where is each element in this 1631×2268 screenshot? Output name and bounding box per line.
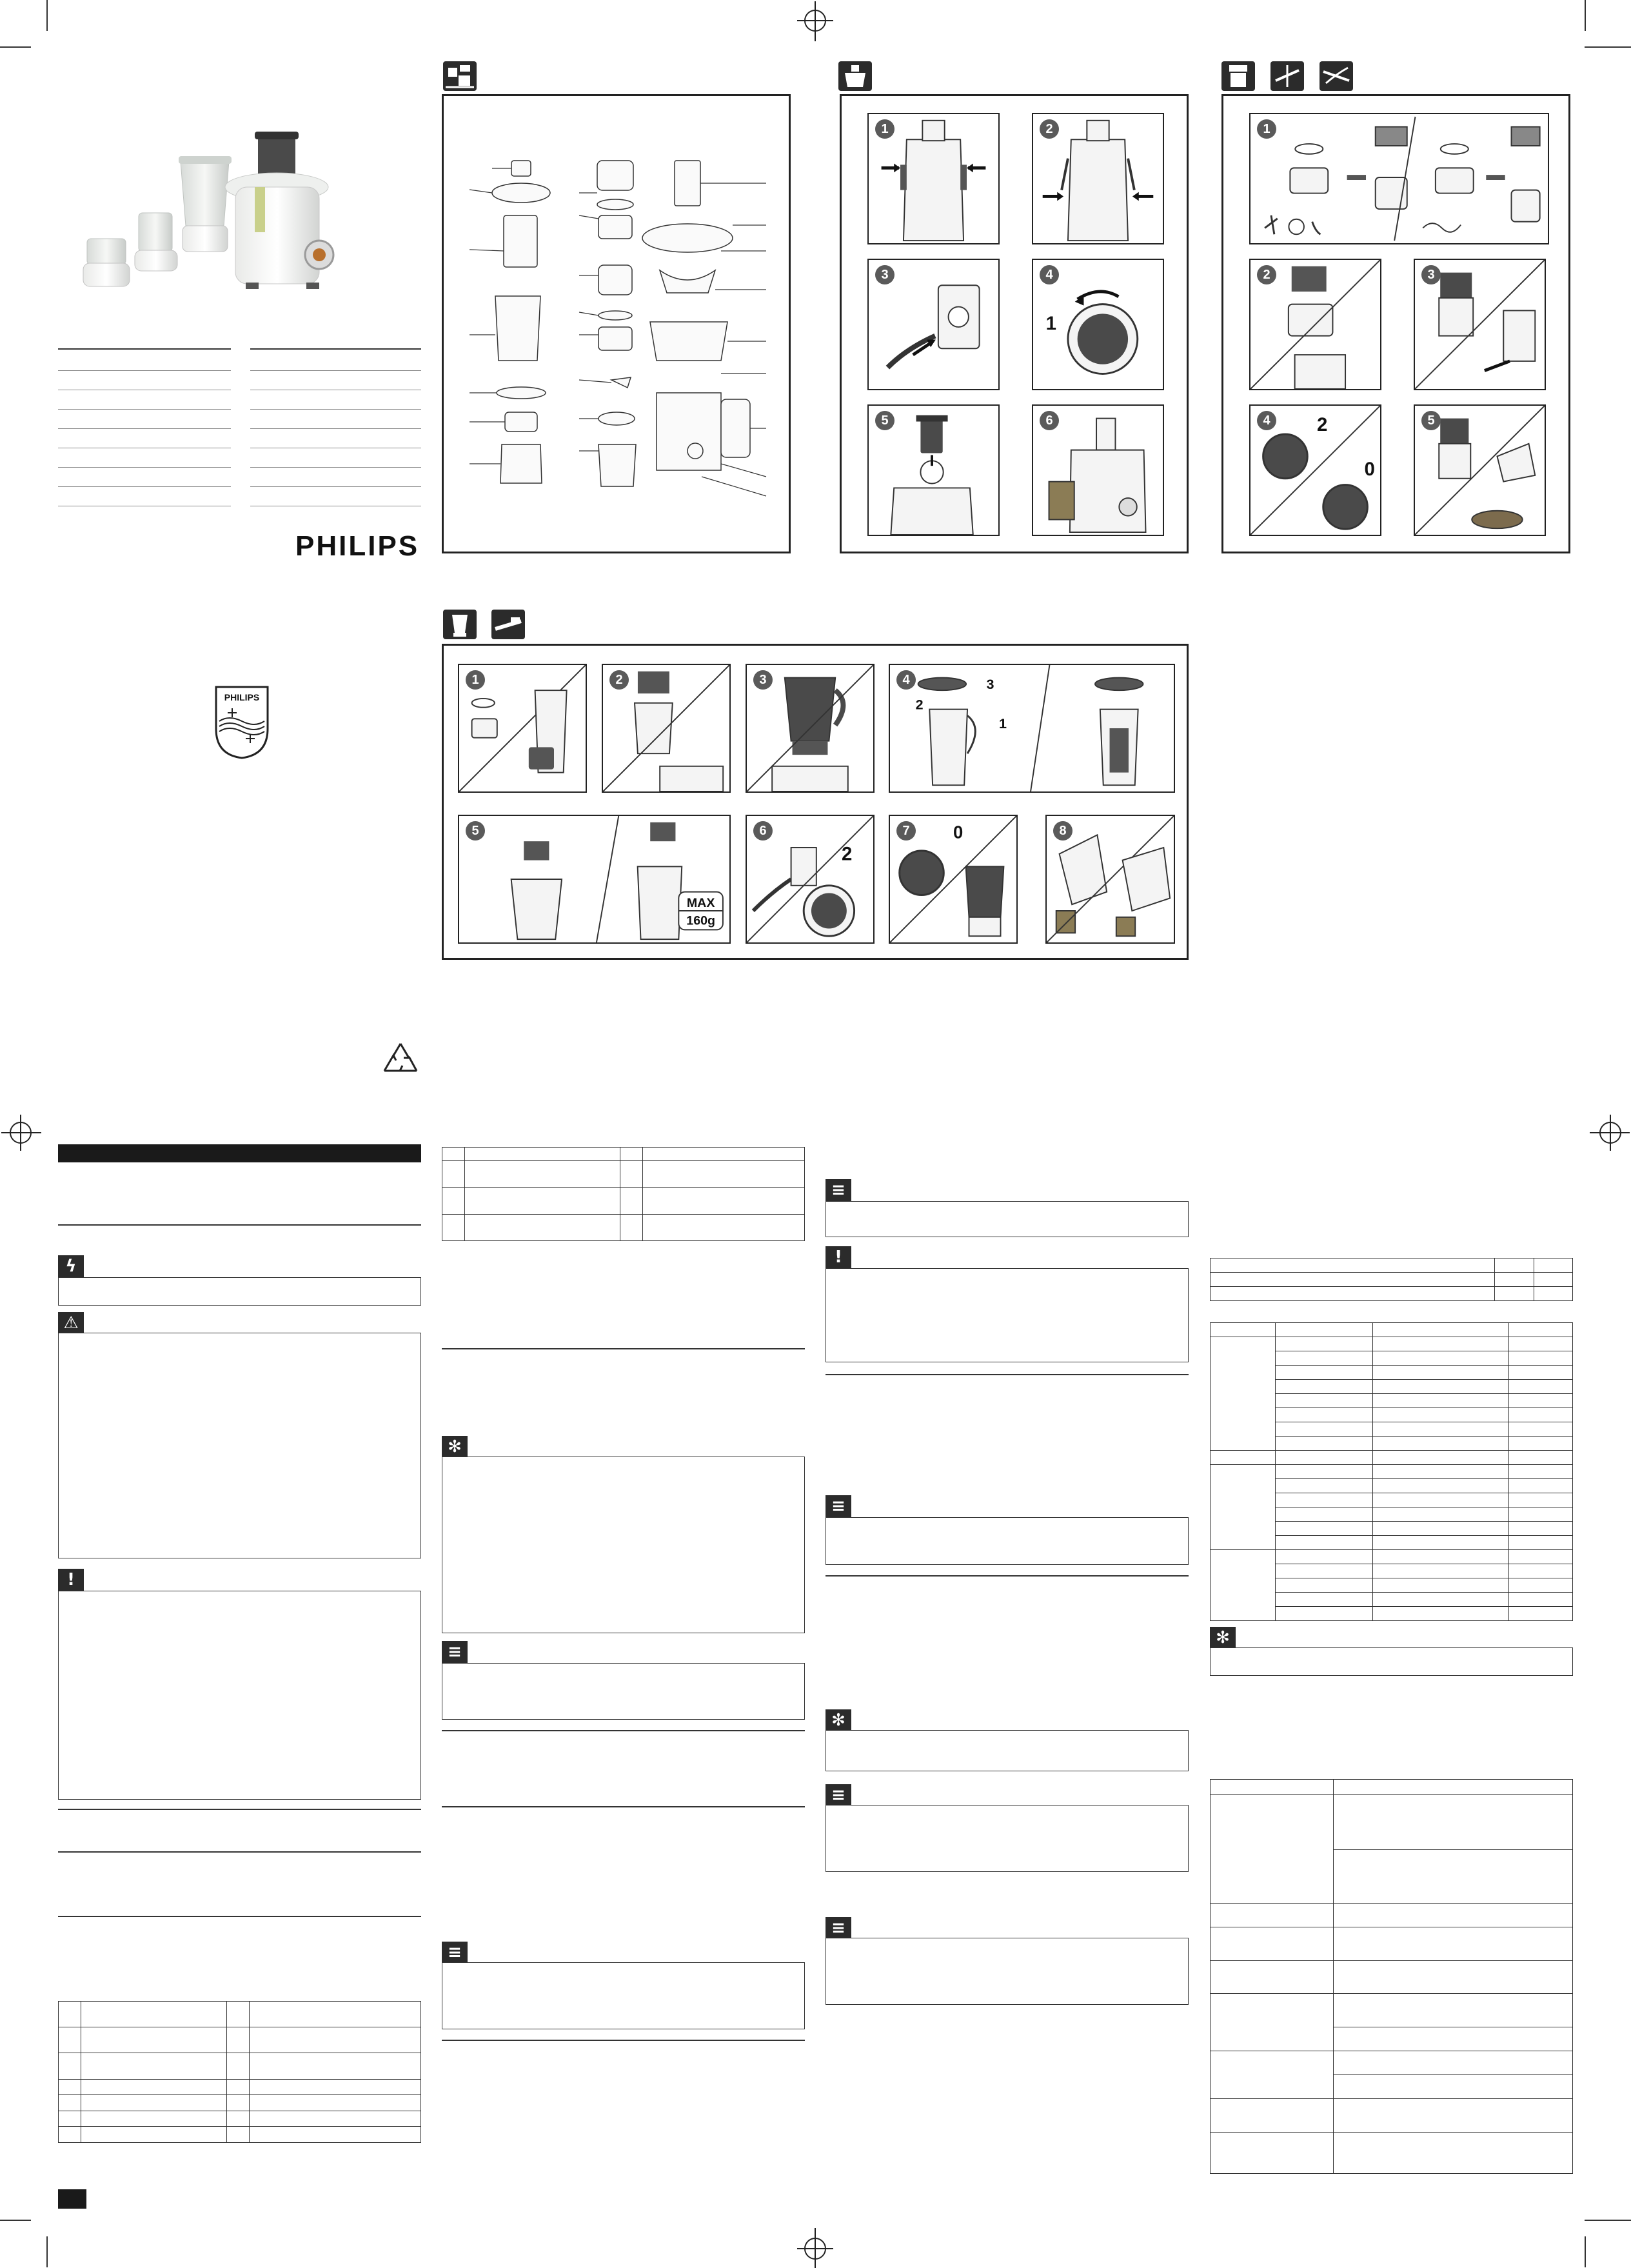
product-photo — [61, 123, 397, 316]
note-box — [825, 1938, 1189, 2005]
danger-box — [58, 1277, 421, 1306]
step-badge: 4 — [1040, 265, 1059, 284]
speed-on-label: 2 — [1316, 414, 1328, 436]
section-header-bar — [58, 1144, 421, 1162]
exclamation-icon: ! — [825, 1246, 851, 1268]
step-badge: 2 — [1257, 265, 1276, 284]
juicer-step-4 — [1032, 259, 1164, 390]
mill-icon — [491, 610, 525, 639]
blender-step-7 — [889, 815, 1018, 944]
asterisk-icon: ✻ — [442, 1436, 468, 1458]
tip-box — [1210, 1647, 1573, 1676]
grinder-step-2 — [1249, 259, 1381, 390]
note-box — [442, 1663, 805, 1720]
grinding-blade-icon — [1320, 61, 1353, 91]
registration-mark-right — [1588, 1112, 1630, 1153]
caution-box — [825, 1268, 1189, 1362]
speed-on-label: 2 — [842, 843, 853, 865]
step-badge: 5 — [466, 821, 485, 841]
note-lines-icon: ≡ — [442, 1942, 468, 1964]
warning-triangle-icon: ⚠ — [58, 1312, 84, 1334]
step-badge: 5 — [875, 411, 895, 430]
blender-step-3 — [746, 664, 875, 793]
step-badge: 1 — [466, 670, 485, 690]
parts-diagram — [444, 96, 793, 555]
registration-mark-left — [1, 1112, 43, 1153]
note-lines-icon: ≡ — [442, 1641, 468, 1663]
step-badge: 6 — [753, 821, 773, 841]
speed-label: 1 — [1045, 312, 1056, 334]
step-badge: 7 — [896, 821, 916, 841]
usage-table — [1210, 1322, 1573, 1621]
tip-box — [442, 1457, 805, 1633]
blender-step-8 — [1045, 815, 1175, 944]
blender-step-4 — [889, 664, 1175, 793]
speed-off-label: 0 — [953, 822, 964, 842]
grinder-step-1 — [1249, 113, 1549, 244]
page-marker-icon — [58, 2189, 86, 2209]
chopping-blade-icon — [1270, 61, 1304, 91]
step-badge: 4 — [1257, 411, 1276, 430]
juicer-step-5 — [867, 404, 1000, 536]
order-label-3: 3 — [986, 676, 994, 693]
step-badge: 3 — [875, 265, 895, 284]
note-box — [825, 1805, 1189, 1872]
note-lines-icon: ≡ — [825, 1784, 851, 1806]
warning-box — [58, 1333, 421, 1558]
parts-table-right — [442, 1147, 805, 1241]
juicer-step-1 — [867, 113, 1000, 244]
speed-off-label: 0 — [1364, 458, 1375, 480]
registration-mark-bottom — [795, 2227, 836, 2268]
asterisk-icon: ✻ — [1210, 1627, 1236, 1649]
juicer-step-6 — [1032, 404, 1164, 536]
exclamation-icon: ! — [58, 1569, 84, 1591]
blender-step-2 — [602, 664, 731, 793]
step-badge: 1 — [875, 119, 895, 139]
registration-mark-top — [795, 1, 836, 43]
juicer-icon — [838, 61, 872, 91]
blender-steps-panel — [442, 644, 1189, 960]
note-lines-icon: ≡ — [825, 1179, 851, 1201]
troubleshooting-table — [1210, 1779, 1573, 2174]
step-badge: 2 — [609, 670, 629, 690]
parts-table-left — [58, 2001, 421, 2143]
grinder-step-4 — [1249, 404, 1381, 536]
asterisk-icon: ✻ — [825, 1709, 851, 1731]
step-badge: 4 — [896, 670, 916, 690]
blender-step-1 — [458, 664, 587, 793]
blender-step-6 — [746, 815, 875, 944]
juicer-step-3 — [867, 259, 1000, 390]
step-badge: 6 — [1040, 411, 1059, 430]
grinder-step-5 — [1414, 404, 1546, 536]
max-value: 160g — [686, 913, 715, 928]
spec-table-small — [1210, 1258, 1573, 1301]
blender-step-5 — [458, 815, 731, 944]
note-box — [825, 1517, 1189, 1565]
grinder-steps-panel — [1221, 94, 1570, 553]
order-label-1: 1 — [999, 715, 1007, 731]
juicer-steps-panel — [840, 94, 1189, 553]
step-badge: 2 — [1040, 119, 1059, 139]
parts-exploded-icon — [443, 61, 477, 91]
order-label-2: 2 — [915, 696, 924, 713]
note-lines-icon: ≡ — [825, 1495, 851, 1517]
recycle-icon — [379, 1040, 422, 1080]
step-badge: 3 — [1421, 265, 1441, 284]
tip-box — [825, 1730, 1189, 1771]
grinder-step-3 — [1414, 259, 1546, 390]
note-box — [825, 1201, 1189, 1237]
blender-jar-icon — [443, 610, 477, 639]
juicer-step-2 — [1032, 113, 1164, 244]
step-badge: 3 — [753, 670, 773, 690]
caution-box — [58, 1591, 421, 1800]
step-badge: 8 — [1053, 821, 1073, 841]
philips-wordmark: PHILIPS — [295, 530, 420, 562]
step-badge: 1 — [1257, 119, 1276, 139]
shield-text: PHILIPS — [224, 692, 260, 702]
max-label: MAX — [686, 896, 715, 911]
lightning-icon: ϟ — [58, 1255, 84, 1277]
grinder-jar-icon — [1221, 61, 1255, 91]
note-box — [442, 1962, 805, 2029]
step-badge: 5 — [1421, 411, 1441, 430]
parts-overview-panel — [442, 94, 791, 553]
note-lines-icon: ≡ — [825, 1917, 851, 1939]
philips-shield-logo — [213, 684, 271, 760]
